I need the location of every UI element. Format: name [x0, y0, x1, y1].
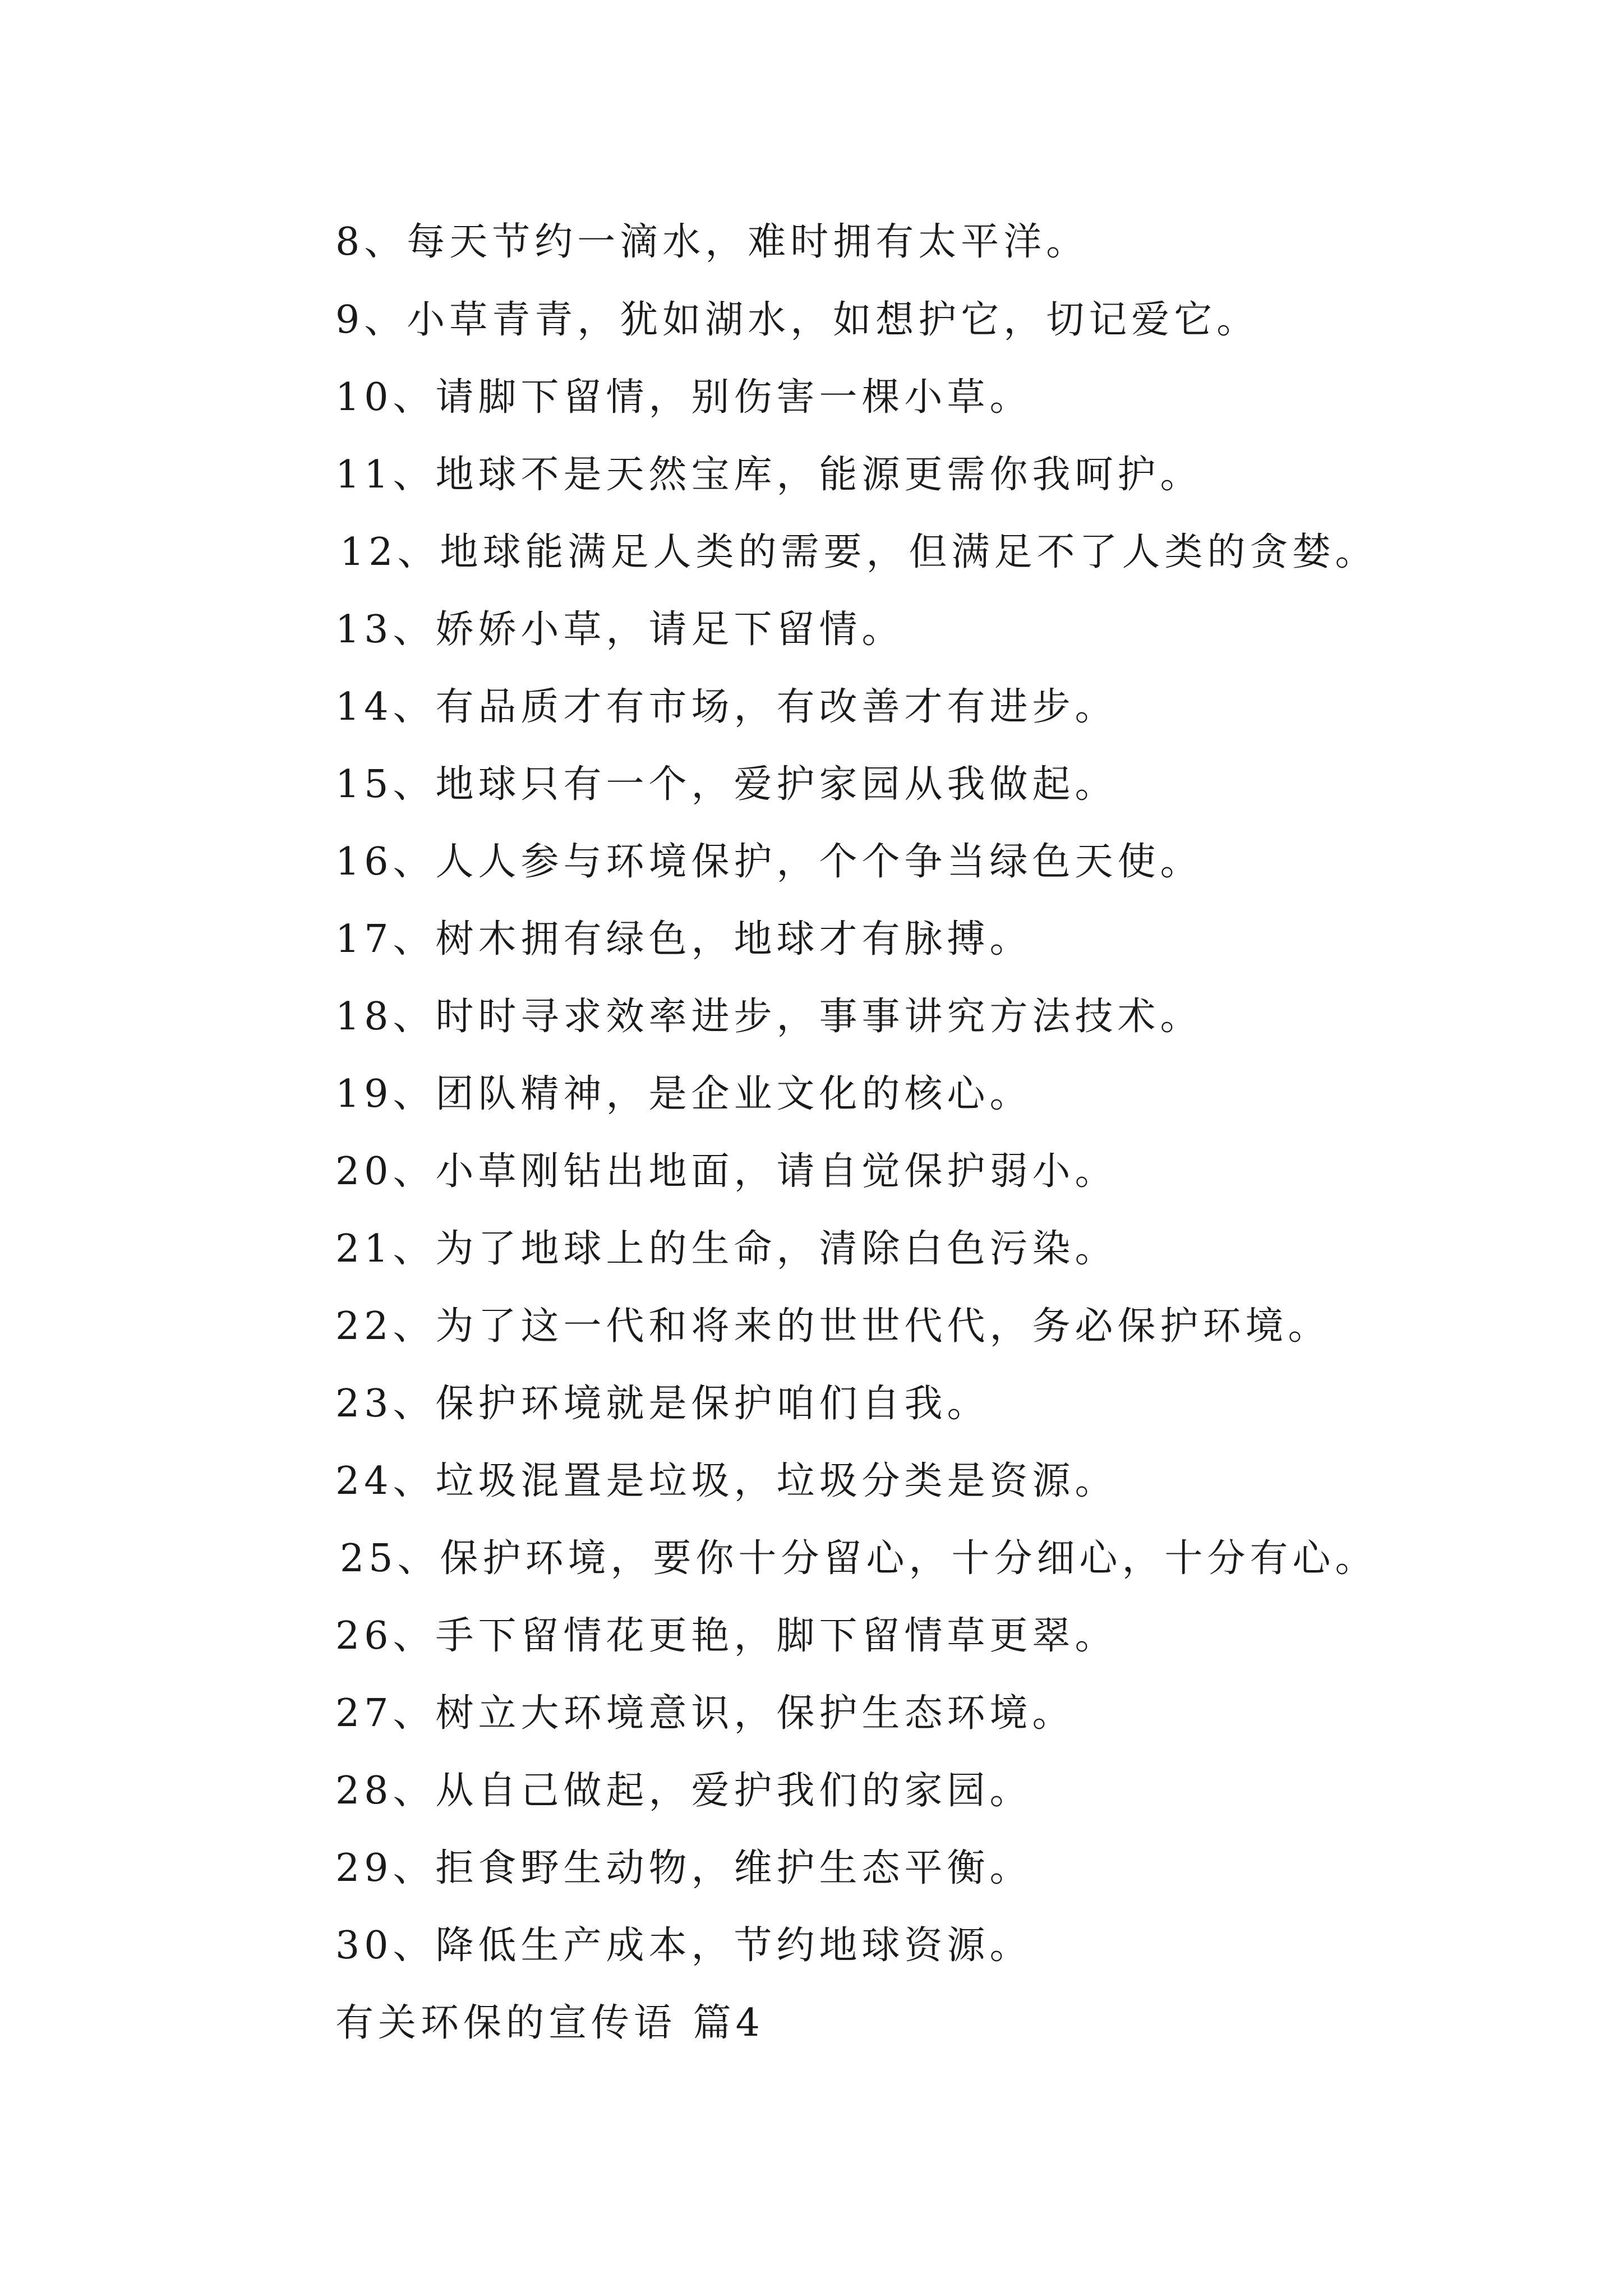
slogan-line: 23、保护环境就是保护咱们自我。: [335, 1382, 990, 1426]
slogan-line: 10、请脚下留情，别伤害一棵小草。: [335, 375, 1032, 420]
slogan-line: 15、地球只有一个，爱护家园从我做起。: [335, 762, 1118, 807]
slogan-line: 19、团队精神，是企业文化的核心。: [335, 1072, 1032, 1116]
slogan-line: 11、地球不是天然宝库，能源更需你我呵护。: [335, 453, 1203, 497]
slogan-line: 18、时时寻求效率进步，事事讲究方法技术。: [335, 995, 1203, 1039]
slogan-line: 17、树木拥有绿色，地球才有脉搏。: [335, 917, 1032, 961]
slogan-line: 12、地球能满足人类的需要，但满足不了人类的贪婪。: [340, 530, 1378, 574]
slogan-line: 27、树立大环境意识，保护生态环境。: [335, 1691, 1075, 1736]
slogan-line: 28、从自己做起，爱护我们的家园。: [335, 1769, 1032, 1813]
slogan-line: 8、每天节约一滴水，难时拥有太平洋。: [335, 220, 1089, 264]
slogan-line: 22、为了这一代和将来的世世代代，务必保护环境。: [335, 1304, 1331, 1349]
section-heading: 有关环保的宣传语 篇4: [335, 2001, 764, 2045]
slogan-line: 14、有品质才有市场，有改善才有进步。: [335, 685, 1118, 729]
slogan-line: 21、为了地球上的生命，清除白色污染。: [335, 1227, 1118, 1271]
slogan-line: 13、娇娇小草，请足下留情。: [335, 608, 905, 652]
slogan-line: 16、人人参与环境保护，个个争当绿色天使。: [335, 840, 1203, 884]
slogan-line: 9、小草青青，犹如湖水，如想护它，切记爱它。: [335, 298, 1260, 342]
slogan-line: 20、小草刚钻出地面，请自觉保护弱小。: [335, 1149, 1118, 1194]
slogan-line: 30、降低生产成本，节约地球资源。: [335, 1924, 1032, 1968]
slogan-line: 29、拒食野生动物，维护生态平衡。: [335, 1846, 1032, 1890]
slogan-line: 25、保护环境，要你十分留心，十分细心，十分有心。: [340, 1536, 1378, 1581]
slogan-line: 26、手下留情花更艳，脚下留情草更翠。: [335, 1614, 1118, 1658]
slogan-line: 24、垃圾混置是垃圾，垃圾分类是资源。: [335, 1459, 1118, 1503]
